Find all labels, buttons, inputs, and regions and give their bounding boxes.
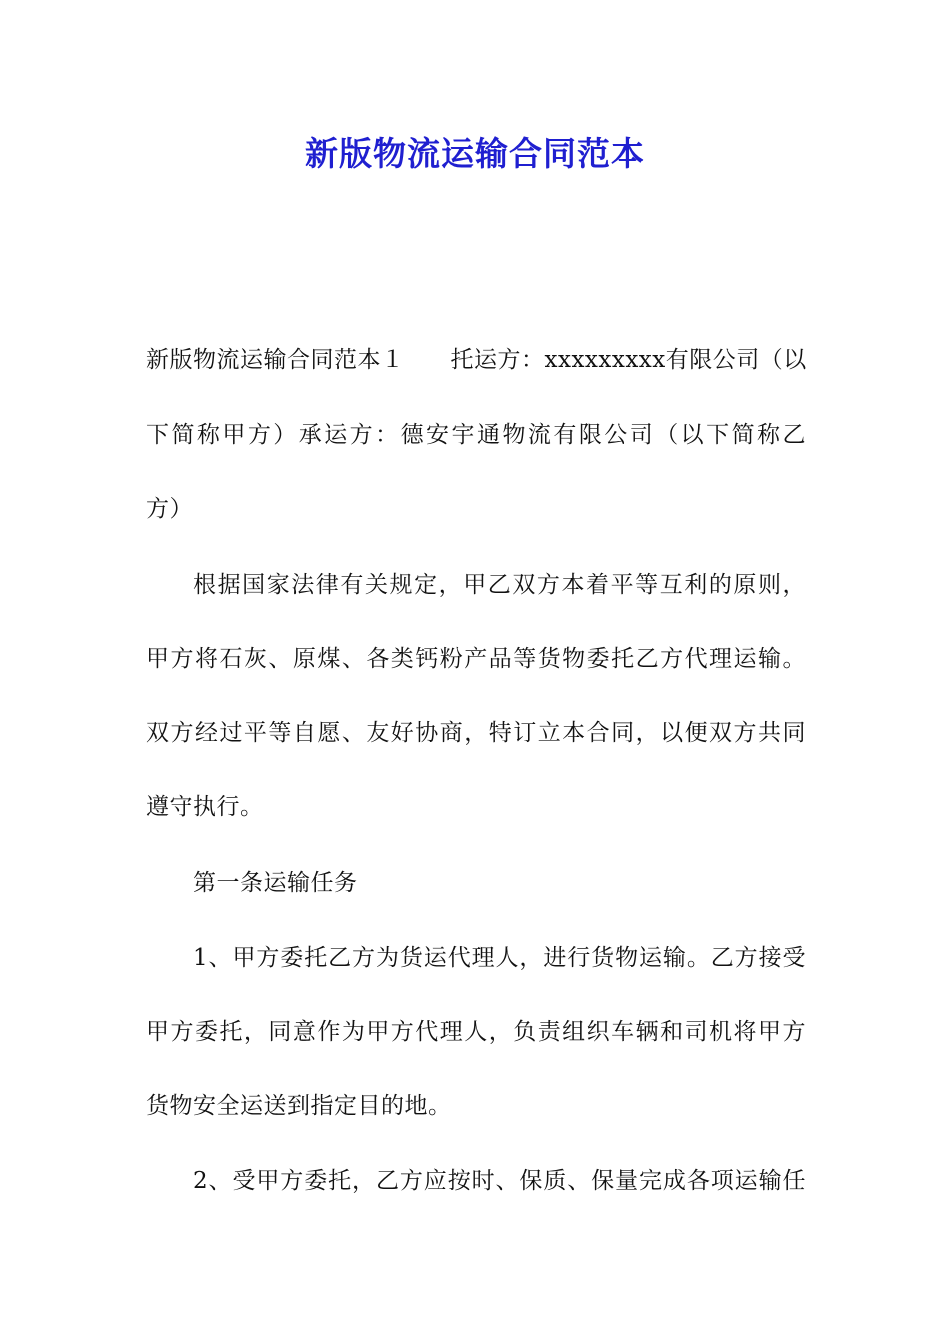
contract-heading: 新版物流运输合同范本１ (146, 347, 405, 373)
paragraph-1-line-2: 下简称甲方）承运方：德安宇通物流有限公司（以下简称乙 (146, 422, 806, 448)
document-title: 新版物流运输合同范本 (305, 134, 645, 173)
paragraph-2-line-2: 甲方将石灰、原煤、各类钙粉产品等货物委托乙方代理运输。 (146, 646, 806, 672)
paragraph-2-line-4: 遵守执行。 (146, 794, 264, 820)
article-1-heading: 第一条运输任务 (193, 870, 358, 896)
paragraph-2-line-1: 根据国家法律有关规定，甲乙双方本着平等互利的原则， (193, 572, 806, 598)
paragraph-2-line-3: 双方经过平等自愿、友好协商，特订立本合同，以便双方共同 (146, 720, 806, 746)
paragraph-1-line-1 (146, 345, 806, 375)
item-1-line-2: 甲方委托，同意作为甲方代理人，负责组织车辆和司机将甲方 (146, 1019, 806, 1045)
item-1-line-3: 货物安全运送到指定目的地。 (146, 1093, 452, 1119)
paragraph-1-line-3: 方） (146, 496, 193, 522)
item-2-line-1: 2、受甲方委托，乙方应按时、保质、保量完成各项运输任 (193, 1168, 806, 1194)
consignor-text: 托运方：xxxxxxxxx有限公司（以 (450, 347, 807, 373)
item-1-line-1: 1、甲方委托乙方为货运代理人，进行货物运输。乙方接受 (193, 945, 806, 971)
